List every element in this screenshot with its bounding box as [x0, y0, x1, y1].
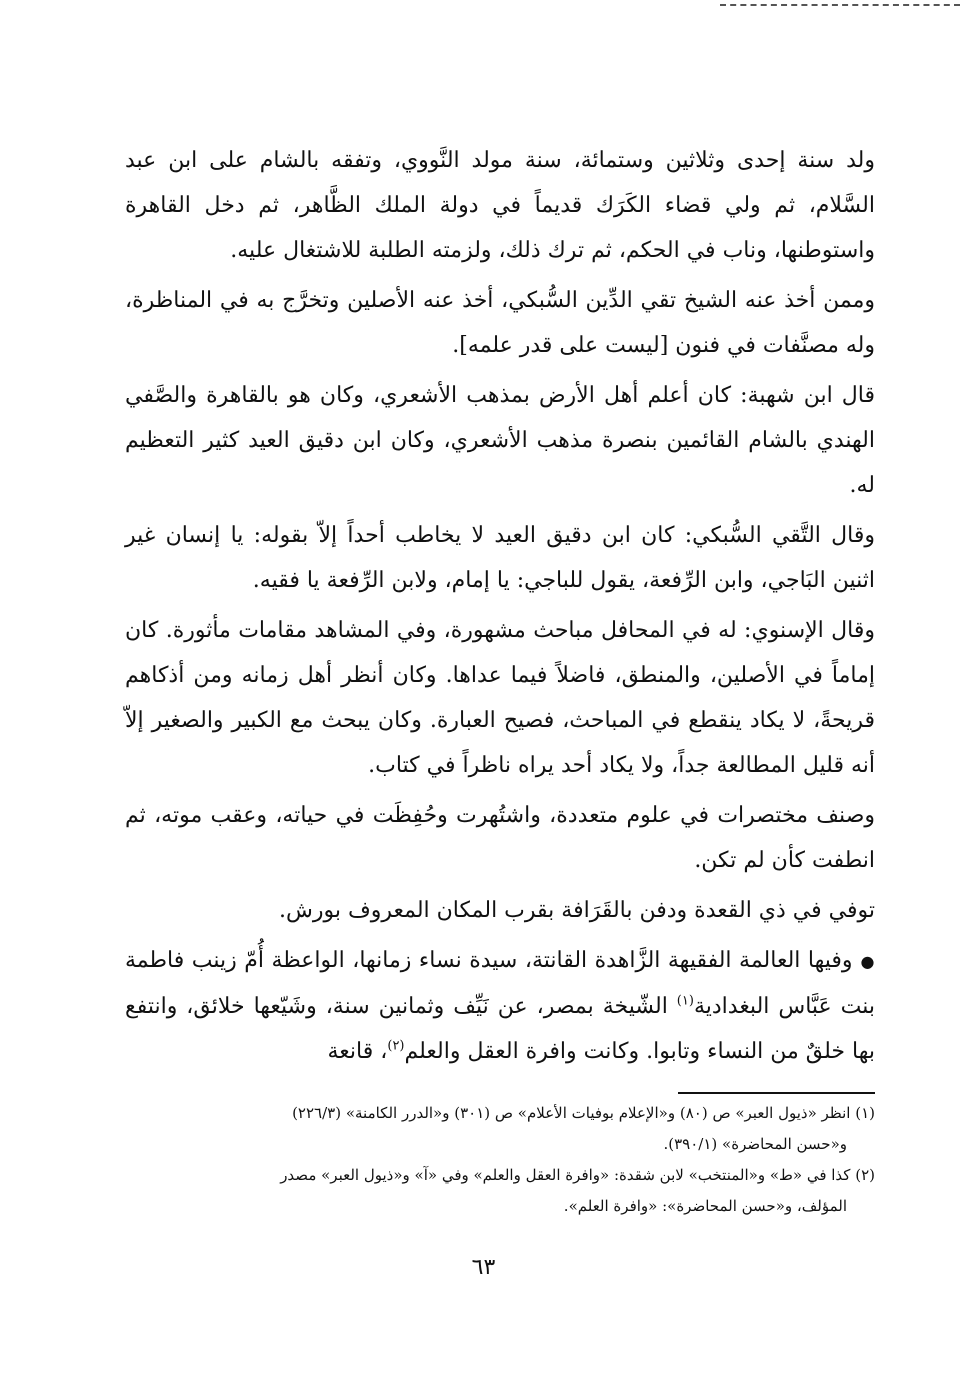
footnotes	[110, 1098, 875, 1222]
main-text	[125, 138, 875, 1074]
footnote-ref-1: (١)	[676, 993, 694, 1009]
paragraph-4: وقال التَّقي السُّبكي: كان ابن دقيق العيد لا يخاطب أحداً إلاّ بقوله: يا إنسان غير اثنين البَاجي، وابن الرِّفعة، يقول للباجي: يا إمام، ولابن الرِّفعة يا فقيه.	[125, 523, 875, 593]
bullet-icon: ●	[860, 952, 875, 971]
footnote-1-line2: و«حسن المحاضرة» (٣٩٠/١).	[663, 1135, 847, 1153]
footnote-1-line1: (١) انظر «ذيول العبر» ص (٨٠) و«الإعلام بوفيات الأعلام» ص (٣٠١) و«الدرر الكامنة» (٢٢٦/٣)	[292, 1104, 875, 1122]
paragraph-7: توفي في ذي القعدة ودفن بالقَرَافة بقرب المكان المعروف بورش.	[278, 898, 875, 923]
footnote-separator	[678, 1092, 875, 1094]
footnote-ref-2: (٢)	[387, 1038, 405, 1054]
paragraph-1: ولد سنة إحدى وثلاثين وستمائة، سنة مولد النَّووي، وتفقه بالشام على ابن عبد السَّلام، ثم ولي قضاء الكَرَك قديماً في دولة الملك الظَّاهر، ثم دخل القاهرة واستوطنها، وناب في الحكم، ثم ترك ذلك، ولزمته الطلبة للاشتغال عليه.	[125, 148, 875, 263]
paragraph-6: وصنف مختصرات في علوم متعددة، واشتُهرت وحُفِظَت في حياته، وعقب موته، ثم انطفت كأن لم تكن.	[125, 803, 875, 873]
paragraph-2: وممن أخذ عنه الشيخ تقي الدِّين السُّبكي، أخذ عنه الأصلين وتخرَّج به في المناظرة، وله مصنَّفات في فنون [ليست على قدر علمه].	[125, 288, 875, 358]
paragraph-3: قال ابن شهبة: كان أعلم أهل الأرض بمذهب الأشعري، وكان هو بالقاهرة والصَّفي الهندي بالشام القائمين بنصرة مذهب الأشعري، وكان ابن دقيق العيد كثير التعظيم له.	[125, 383, 875, 498]
top-edge-dashes	[720, 4, 960, 6]
paragraph-5: وقال الإسنوي: له في المحافل مباحث مشهورة، وفي المشاهد مقامات مأثورة. كان إماماً في الأصلين، والمنطق، فاضلاً فيما عداها. وكان أنظر أهل زمانه ومن أذكاهم قريحةً، لا يكاد ينقطع في المباحث، فصيح العبارة. وكان يبحث مع الكبير والصغير إلاّ أنه قليل المطالعة جداً، ولا يكاد أحد يراه ناظراً في كتاب.	[125, 618, 875, 778]
footnote-2-line1: (٢) كذا في «ط» و«المنتخب» لابن شقدة: «وافرة العقل والعلم» وفي «آ» و«ذيول العبر» مصدر	[280, 1166, 875, 1184]
page-number: ٦٣	[471, 1255, 496, 1280]
footnote-2-line2: المؤلف، و«حسن المحاضرة»: «وافرة العلم».	[563, 1197, 847, 1215]
paragraph-8-bullet	[125, 938, 875, 1074]
bullet-text-part3: ، قانعة	[327, 1039, 388, 1064]
bullet-text-part2: الشّيخة بمصر، عن نَيِّف وثمانين سنة، وشَيّعها خلائق، وانتفع بها خلقٌ من النساء وتابوا. وكانت وافرة العقل والعلم	[125, 994, 875, 1064]
bullet-text-part1: وفيها العالمة الفقيهة الزَّاهدة القانتة، سيدة نساء زمانها، الواعظة أُمّ زينب فاطمة بنت عَبَّاس البغدادية	[125, 948, 876, 1019]
